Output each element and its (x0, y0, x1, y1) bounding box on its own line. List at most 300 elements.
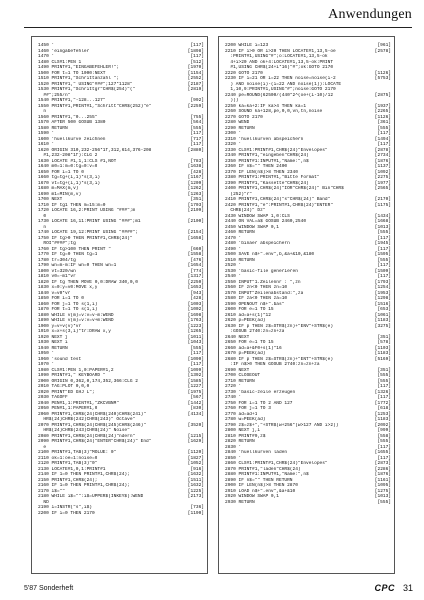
checksum: [755] (190, 114, 204, 120)
checksum: [1977] (374, 180, 391, 186)
code-text: 2110 ok=1:oe=1:noise=0 (38, 455, 98, 461)
checksum: [2259] (187, 103, 204, 109)
code-text: HR$(24)CHR$(243)CHR$(24)" Noise" (38, 428, 130, 433)
code-text: 2020 PRINT"ED GHJ L"; (38, 389, 95, 395)
checksum: [567] (190, 395, 204, 400)
code-text: 1760 IF tg>100 THEN PRINT " (38, 246, 111, 252)
checksum: [2819] (187, 87, 204, 92)
checksum: [117] (377, 444, 391, 450)
checksum: [2578] (374, 48, 391, 54)
code-text: 1970 ' (38, 362, 55, 367)
code-line (38, 511, 204, 517)
checksum: [2170] (374, 197, 391, 202)
checksum: [555] (377, 230, 391, 235)
code-text: 1660 tg=tg+(i,1)*s(3,i) (38, 175, 101, 180)
checksum: [1183] (374, 417, 391, 422)
checksum: [2265] (374, 109, 391, 114)
code-text: 2510 RETURN (225, 257, 255, 263)
code-text: 2310 'huellkurven abspeichern (225, 136, 304, 142)
checksum: [5753] (374, 76, 391, 81)
code-text: 2790 z$=z$+","+STR$(w+256*(w>127 AND i>2)) (225, 422, 339, 428)
code-text: 2550 INPUT"1.Zeilennr : ",zn (225, 279, 301, 285)
code-text: 1600 'huellkurve zeichnen (38, 136, 106, 142)
code-text: 1990 PRINT#1," KEYBOARD " (38, 373, 106, 378)
checksum: [117] (377, 274, 391, 279)
code-text: 1540 PRINT#1,"-128...127" (38, 98, 106, 103)
checksum: [555] (377, 373, 391, 378)
checksum: [1793] (374, 279, 391, 285)
checksum: [555] (377, 439, 391, 444)
checksum: [4134] (187, 411, 204, 417)
checksum: [558] (377, 433, 391, 439)
code-text: 2160 IF 1=0 THEN PRINT#1,CHR$(24); (38, 483, 130, 488)
code-text: 2630 IF p THEN z$=STR$(zn)+"ENV"+STR$(e) (225, 323, 334, 329)
checksum: [1167] (187, 175, 204, 180)
code-text: 1560 PRINT#1,"0...255" (38, 114, 98, 120)
code-text: 1670 vt=tg+(i,1)*s(3,i) (38, 180, 101, 186)
code-text: 2900 IF LEN(n$)>8 THEN 2870 (225, 483, 298, 488)
code-text: 1500 FOR t=1 TO 1000:NEXT (38, 70, 106, 76)
checksum: [351] (190, 197, 204, 202)
code-text: 2280 WEND (225, 120, 250, 125)
checksum: [117] (377, 455, 391, 461)
code-text: 2680 IF p THEN z$=STR$(zn)+"ENT"+STR$(e) (225, 356, 334, 362)
code-text: (252)"r" (225, 191, 253, 197)
checksum: [2100] (187, 219, 204, 224)
checksum: [1227] (187, 384, 204, 389)
code-text: 2640 NEXT (225, 334, 250, 340)
code-text: 1470 ' (38, 54, 55, 59)
checksum: [660] (190, 246, 204, 252)
code-text: 2500 SAVE n$+".env",b,&a+&10,&180 (225, 252, 315, 257)
code-text: 2390 PRINT#1,"Kassette"CHR$(24) (225, 180, 309, 186)
code-text: 2840 'huellkurven laden (225, 450, 288, 455)
code-text: 2000 ORIGIN 0,362,0,174,352,366:CLG 2 (38, 378, 138, 384)
checksum: [1103] (374, 345, 391, 351)
code-text: 2700 CLOSEOUT (225, 373, 261, 378)
code-text: 1630 LOCATE #1,1,1:CLS #1,NOT (38, 158, 117, 164)
checksum: [1434] (374, 213, 391, 219)
checksum: [1095] (374, 483, 391, 488)
code-text: 2130 LOCATE#1,9,1:PRINT#1 (38, 466, 106, 472)
checksum: [2878] (374, 147, 391, 153)
code-text: 1900 y=v+v(v)*vr (38, 323, 82, 329)
checksum: [555] (377, 257, 391, 263)
code-text: n (38, 109, 47, 114)
code-text: 1590 ' (38, 131, 55, 136)
code-text: 1840 v=v0*vr (38, 290, 71, 296)
code-text: 2530 'basic-file generieren (225, 268, 298, 274)
checksum: [1898] (187, 48, 204, 54)
checksum: [1253] (374, 411, 391, 417)
checksum: [1632] (187, 483, 204, 488)
code-text: 2200 IF i=0 THEN 2170 (38, 510, 95, 516)
checksum: [783] (190, 158, 204, 164)
checksum: [1263] (187, 191, 204, 197)
checksum: [1275] (374, 488, 391, 494)
checksum: [1092] (374, 169, 391, 175)
code-text: :PRINT#1,USING"#";o:LOCATE#1,13,5-ok (225, 54, 328, 59)
checksum: [1516] (374, 301, 391, 307)
code-text: 2380 PRINT#1:PRINT#1,"Bitte Format" (225, 175, 320, 180)
code-text: 1860 FOR j=1 TO s(1,i) (38, 301, 98, 307)
code-text: 2150 PRINT#1,CHR$(24); (38, 477, 98, 483)
checksum: [717] (190, 136, 204, 142)
checksum: [351] (377, 334, 391, 340)
code-text: 2270 GOTO 2170 (225, 114, 263, 120)
code-text: 1530 PRINT#1,"Schrittgr"CHR$(254)"(" (38, 87, 136, 92)
code-text: 2260 SOUND ka+128,pe,0,0,vn,tn,noise (225, 109, 323, 114)
checksum: [117] (190, 131, 204, 136)
code-text: 0 (38, 213, 47, 219)
checksum: [428] (190, 169, 204, 175)
code-text: 1580 RETURN (38, 125, 68, 131)
checksum: [1558] (187, 252, 204, 257)
code-text: 2100 PRINT#1,TAB(3)"MOLUE: 0" (38, 450, 117, 455)
header-rule (24, 27, 412, 28)
code-text: 1450 ' (38, 43, 55, 48)
code-text: 2480 'binaer abspeichern (225, 241, 290, 246)
checksum: [1099] (187, 367, 204, 373)
checksum: [117] (377, 235, 391, 241)
code-text: 1790 wn=m-m:IF wn=0 THEN wn=1 (38, 263, 117, 268)
code-text: ND (38, 499, 49, 505)
code-text: 2750 FOR i=1 TO 2 AND 127 (225, 400, 293, 406)
code-text: 1690 m1=MIN(m,v) (38, 191, 82, 197)
code-text: 2420 PRINT#1,"e":PRINT#1,CHR$(24)"ENTER" (225, 202, 334, 208)
checksum: [2873] (374, 461, 391, 466)
code-text: 1940 RETURN (38, 345, 68, 351)
code-text: 1730 LOCATE 16,11:PRINT USING "###";m1 (38, 219, 141, 224)
code-text: 2210 IF i>0 OR i>20 THEN LOCATE#1,13,5-oe (225, 48, 336, 54)
code-text: 2430 WINDOW SWAP 1,0:CLS (225, 213, 290, 219)
checksum: [5169] (374, 356, 391, 362)
checksum: [1090] (187, 356, 204, 362)
listing-column-left (31, 36, 208, 574)
code-text: ##";255/n" (38, 92, 71, 98)
code-text: 2060 PRINT#1,CHR$(24)CHR$(240)CHR$(241)" (38, 411, 147, 417)
code-text: 2660 ad=a+&F0+s(1)*16 (225, 345, 282, 351)
checksum: [1654] (187, 263, 204, 268)
checksum: [555] (377, 499, 391, 505)
code-text: 2690 NEXT (225, 367, 250, 373)
code-text: e (38, 444, 47, 450)
checksum: [1876] (374, 472, 391, 477)
checksum: [1629] (187, 439, 204, 444)
checksum: [2109] (187, 208, 204, 213)
code-text: 2320 ' (225, 142, 242, 147)
magazine-logo: CPC (374, 583, 395, 593)
code-text: 2340 PRINT#1,"eingeben"CHR$(24) (225, 153, 309, 158)
code-text: 2170 i$="" (38, 488, 66, 494)
checksum: [1298] (374, 296, 391, 301)
code-text: 1920 NEXT j (38, 334, 68, 340)
code-text: 2520 ' (225, 263, 242, 268)
code-text: 1800 vt=320/wn (38, 268, 76, 274)
code-text: 1850 FOR i=1 TO 0 (38, 296, 84, 301)
checksum: [1223] (187, 323, 204, 329)
code-text: 2580 IF za<0 THEN za=10 (225, 296, 288, 301)
code-text: 2450 WINDOW SWAP 0,1 (225, 224, 280, 230)
checksum: [117] (190, 43, 204, 48)
code-text: 1710 IF tg1 THEN m=15:m=0 (38, 202, 106, 208)
code-text: 2850 ' (225, 455, 242, 461)
checksum: [1937] (374, 103, 391, 109)
code-text: 2190 i=INSTR("s",i$) (38, 505, 93, 510)
checksum: [653] (377, 307, 391, 312)
checksum: [1254] (374, 285, 391, 290)
code-text: 2570 INPUT"Zeilenabstand:",za (225, 290, 304, 296)
code-text: 1830 x=0:y=v0:MOVE x,y (38, 285, 98, 290)
checksum: [618] (377, 406, 391, 411)
code-text: 1640 m0=1:m=0:tg=0:v=0 (38, 164, 98, 169)
checksum: [1970] (187, 65, 204, 70)
code-text: 2620 p=PEEK(ad) (225, 318, 266, 323)
checksum: [1772] (374, 400, 391, 406)
section-title: Anwendungen (328, 7, 412, 22)
checksum: [1120] (187, 450, 204, 455)
code-lines (219, 37, 394, 505)
checksum: [1161] (374, 477, 391, 483)
checksum: [555] (190, 345, 204, 351)
code-text: 1910 x=x+s(3,i)*tr:DRAW x,y (38, 329, 111, 334)
code-text: 1870 FOR t=1 TO s(1,i) (38, 307, 98, 312)
checksum: [2092] (374, 422, 391, 428)
code-text: 2290 RETURN (225, 125, 255, 131)
checksum: [555] (377, 378, 391, 384)
code-text: 2880 PRINT#1:INPUT#1,"Name:",n$ (225, 472, 309, 477)
code-text: 2180 WHILE i$="":i$=UPPER$(INKEY$):WEND (38, 494, 144, 499)
checksum: [117] (377, 263, 391, 268)
code-text: 1960 'sound test (38, 356, 82, 362)
code-text: 1620 ORIGIN 310,232-256*1f,312,614,376-208 (38, 147, 152, 153)
code-text: ROI"####";tg (38, 241, 76, 246)
checksum: [1215] (187, 433, 204, 439)
code-text: 1520 PRINT#1," USING"###";127*1128" (38, 81, 133, 87)
code-text: 2040 PEN#1,1:PRINT#1,"ZKCVBNM" (38, 400, 120, 406)
code-text: HR$(24)CHR$(242)CHR$(243)" Octave" (38, 417, 136, 422)
page-number: 31 (402, 583, 413, 593)
code-text: CHR$(24)" Dz" (225, 208, 266, 213)
code-text: 1460 'eingabefehler (38, 48, 90, 54)
code-line (225, 500, 391, 506)
checksum: [1126] (374, 70, 391, 76)
code-text: 2030 TAGOFF (38, 395, 68, 400)
code-text: 1480 CLS#1:PEN 1 (38, 59, 82, 65)
code-text: 2250 ka=ka+2:IF ka>4 THEN ka=1 (225, 103, 307, 109)
checksum: [1392] (187, 373, 204, 378)
checksum: [1183] (374, 351, 391, 356)
checksum: [774] (190, 268, 204, 274)
code-text: :IF n$>0 THEN GOSUB 2740:zn=zn+za (225, 362, 320, 367)
checksum: [1154] (187, 70, 204, 76)
code-text: 1880 WHILE v(m)=v:v=v-m:WEND (38, 312, 114, 318)
code-lines (32, 37, 207, 516)
code-text: 1650 FOR i=1 TO 0 (38, 169, 84, 175)
code-text: 2330 CLS#1:PRINT#1,CHR$(24)"Envelopes" (225, 147, 328, 153)
code-text: 2470 ' (225, 235, 242, 241)
code-text: n (38, 224, 47, 230)
code-text: 2810 PRINT#9,z$ (225, 433, 266, 439)
checksum: [1703] (187, 202, 204, 208)
checksum: [117] (190, 362, 204, 367)
checksum: [1668] (374, 219, 391, 224)
code-text: ))) (225, 98, 239, 103)
code-text: 1750 IF tg>0 THEN PRINT#1,CHR$(24)" (38, 235, 133, 241)
code-text: 2890 IF n$="" THEN RETURN (225, 477, 293, 483)
checksum: [1658] (187, 235, 204, 241)
code-text: 2200 WHILE i=123 (225, 43, 269, 48)
code-text: 1720 LOCATE 16,2:PRINT USING "###";m (38, 208, 136, 213)
checksum: [1013] (374, 494, 391, 499)
checksum: [2275] (374, 175, 391, 180)
checksum: [1876] (374, 158, 391, 164)
code-text: 2770 ad=ad+1 (225, 411, 258, 417)
code-text: 2710 RETURN (225, 378, 255, 384)
code-text: 2610 ad=a+s(1)*12 (225, 312, 271, 318)
code-text: 2860 CLS#1:PRINT#1,CHR$(24)"Envelopes" (225, 461, 328, 466)
code-text: #1,232-208*1f):CLG 2 (38, 153, 98, 158)
code-text: 1740 LOCATE 19,12:PRINT USING "####"; (38, 230, 138, 235)
code-text: 1780 tr=304/tg (38, 257, 76, 263)
checksum: [1262] (187, 186, 204, 191)
code-text: 1810 v0=-m1*vr (38, 274, 76, 279)
code-text: 2930 RETURN (225, 499, 255, 505)
checksum: [2734] (374, 153, 391, 158)
code-text: 2910 LOAD n$+".env",&a+&10 (225, 488, 296, 494)
code-text: 2090 PRINT#1,CHR$(24)"ENTER"CHR$(24)" End" (38, 439, 152, 444)
code-text: 2010 TAG:PLOT 0,0,0 (38, 384, 90, 389)
code-text: 1700 NEXT (38, 197, 63, 202)
checksum: [1763] (187, 318, 204, 323)
code-text: 2800 NEXT j,i (225, 428, 261, 433)
checksum: [555] (377, 125, 391, 131)
code-text: 1,10,9:PRINT#1,USING"#";noise:GOTO 2170 (225, 87, 336, 92)
checksum: [999] (377, 428, 391, 433)
checksum: [1002] (187, 307, 204, 312)
code-text: 2600 FOR e=1 TO 15 (225, 307, 274, 312)
checksum: [1326] (374, 389, 391, 395)
checksum: [1137] (374, 164, 391, 169)
checksum: [117] (377, 384, 391, 389)
checksum: [1225] (187, 488, 204, 494)
checksum: [2880] (187, 147, 204, 153)
code-text: ) AND noise(i)-(i=22 AND noise(1)):LOCATE (225, 81, 342, 87)
checksum: [2565] (374, 186, 391, 191)
checksum: [830] (190, 406, 204, 411)
checksum: [1827] (187, 455, 204, 461)
checksum: [555] (190, 125, 204, 131)
checksum: [1061] (374, 312, 391, 318)
checksum: [117] (377, 142, 391, 147)
checksum: [351] (377, 367, 391, 373)
code-text: 2410 PRINT#1,CHR$(24)"s"CHR$(24)" Band" (225, 197, 331, 202)
checksum: [992] (190, 98, 204, 103)
issue-label: 5'87 Sonderheft (24, 585, 74, 592)
code-text: 2220 GOTO 2170 (225, 70, 263, 76)
code-text: 2760 FOR j=1 TO 3 (225, 406, 271, 411)
checksum: [1975] (187, 389, 204, 395)
checksum: [1190] (187, 510, 204, 516)
checksum: [3275] (374, 323, 391, 329)
checksum: [1653] (187, 285, 204, 290)
checksum: [117] (190, 142, 204, 147)
checksum: [961] (377, 43, 391, 48)
code-text: 2730 'basic-zeile erzeugen (225, 389, 296, 395)
checksum: [1317] (187, 274, 204, 279)
checksum: [2552] (187, 76, 204, 81)
checksum: [2187] (187, 81, 204, 87)
checksum: [117] (190, 54, 204, 59)
code-text: 2400 PRINT#1,CHR$(24)"IOR"CHR$(24)" Bin"CHR$ (225, 186, 344, 191)
checksum: [1442] (187, 400, 204, 406)
checksum: [117] (377, 131, 391, 136)
code-text: 2560 IF zn<0 THEN zn=10 (225, 285, 288, 290)
code-text: 2300 ' (225, 131, 242, 136)
checksum: [2286] (374, 466, 391, 472)
code-text: 2120 PRINT#1,TAB(3)"0" (38, 461, 98, 466)
code-text: 1570 AFTER 500 GOSUB 1380 (38, 120, 106, 125)
checksum: [1209] (187, 180, 204, 186)
code-text: 2140 IF 1=0 THEN PRINT#1,CHR$(24); (38, 472, 130, 477)
code-text: 1610 ' (38, 142, 55, 147)
code-text: 2870 PRINT#1,"laden"CHR$(24) (225, 466, 301, 472)
code-text: 2830 ' (225, 444, 242, 450)
code-text: 2670 p=PEEK(ad) (225, 351, 266, 356)
checksum: [943] (190, 290, 204, 296)
checksum: [2250] (187, 279, 204, 285)
checksum: [1494] (374, 136, 391, 142)
checksum: [1265] (187, 329, 204, 334)
code-text: 1680 m=MAX(m,v) (38, 186, 79, 191)
code-text: 2780 w=PEEK(ad) (225, 417, 266, 422)
code-text: 2240 pe=ROUND(62500/(440*2^(oe+(i-10)/12 (225, 92, 334, 98)
code-text: 2820 RETURN (225, 439, 255, 444)
code-text: 2720 ' (225, 384, 242, 389)
code-text: #1,USING CHR$(24+i*16)"#";ok:GOTO 2170 (225, 65, 334, 70)
checksum: [3520] (187, 422, 204, 428)
checksum: [1183] (374, 318, 391, 323)
code-text: 1980 CLS#1:PEN 1,0:PAPER#1,2 (38, 367, 114, 373)
code-text: 1550 PRINT#1,PRINT#1,"Schritt"CHR$(252)"e" (38, 103, 152, 109)
checksum: [578] (377, 340, 391, 345)
checksum: [1698] (187, 312, 204, 318)
checksum: [1126] (374, 114, 391, 120)
code-text: 2490 ' (225, 246, 242, 252)
code-text: 1950 ' (38, 351, 55, 356)
checksum: [1011] (187, 334, 204, 340)
checksum: [2875] (374, 92, 391, 98)
code-text: 2370 IF LEN(n$)>8 THEN 2340 (225, 169, 298, 175)
checksum: [2154] (187, 230, 204, 235)
code-text: 2360 IF n$="" THEN 2400 (225, 164, 288, 169)
checksum: [1632] (187, 472, 204, 477)
checksum: [1595] (374, 252, 391, 257)
checksum: [1043] (187, 340, 204, 345)
listing-column-right (218, 36, 395, 574)
checksum: [1655] (374, 450, 391, 455)
code-text: 2740 ' (225, 395, 242, 400)
code-text: 1510 PRINT#1,"Schrittanzahl "; (38, 76, 120, 81)
checksum: [1013] (374, 224, 391, 230)
checksum: [428] (190, 296, 204, 301)
code-text: 2070 PRINT#1,CHR$(24)CHR$(245)CHR$(246)" (38, 422, 147, 428)
checksum: [2173] (187, 494, 204, 499)
checksum: [736] (190, 505, 204, 510)
code-text: 1770 IF tg=0 THEN tg=1 (38, 252, 98, 257)
code-text: 1820 IF tg THEN MOVE 0,0:DRAW 340,0,0 (38, 279, 138, 285)
checksum: [361] (377, 120, 391, 125)
